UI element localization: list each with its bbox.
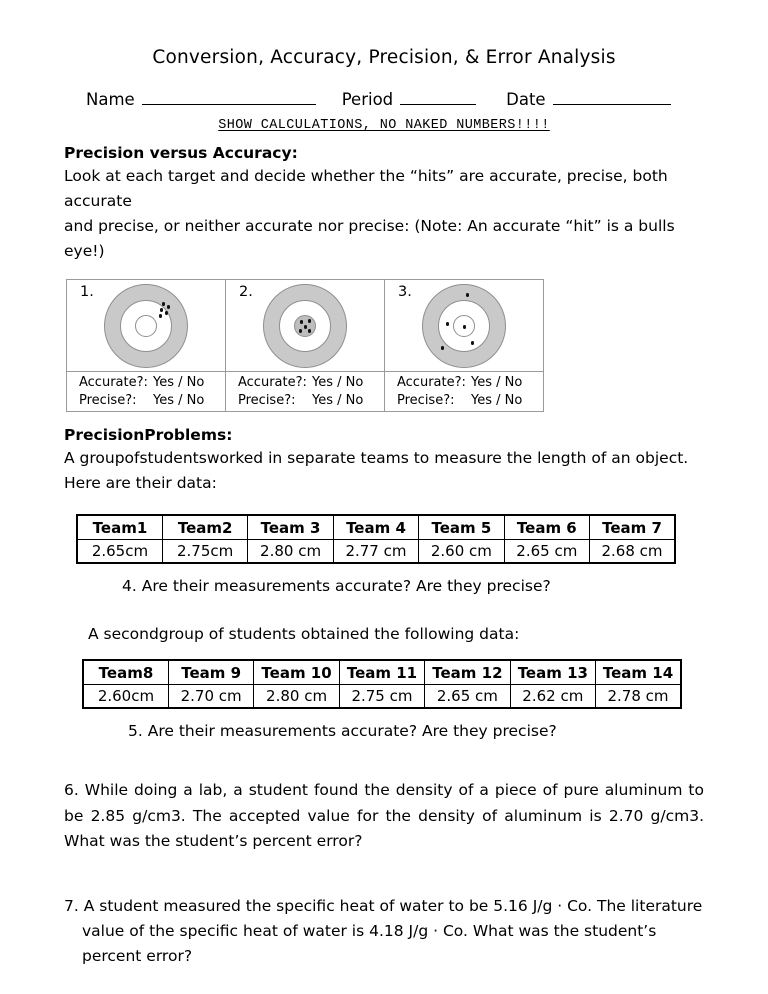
target-number-2: 2. xyxy=(239,284,253,301)
name-blank-field[interactable] xyxy=(142,92,316,105)
table-cell: 2.70 cm xyxy=(168,684,253,708)
date-label: Date xyxy=(506,90,546,109)
question-6: 6. While doing a lab, a student found the density of a piece of pure aluminum to be 2.85 g/cm3. The accepted value for the density of aluminum is 2.70 g/cm3. What was the student’s percent error? xyxy=(64,781,704,850)
table-row xyxy=(83,684,681,708)
table-cell: Team 11 xyxy=(339,660,424,684)
table-cell: Team 12 xyxy=(425,660,510,684)
table-header-row xyxy=(77,515,675,539)
precision-accuracy-instructions xyxy=(64,164,708,264)
accurate-options[interactable]: Yes / No xyxy=(312,375,364,391)
target-answers-2 xyxy=(226,372,385,412)
accurate-question-3[interactable] xyxy=(397,374,543,391)
period-blank-field[interactable] xyxy=(400,92,476,105)
measurements-table-2 xyxy=(82,659,682,709)
table-cell: Team 6 xyxy=(504,515,589,539)
table-cell: Team8 xyxy=(83,660,168,684)
table-cell: 2.65 cm xyxy=(504,539,589,563)
precise-question-3[interactable] xyxy=(397,392,543,409)
name-label: Name xyxy=(86,90,135,109)
table-cell: 2.60cm xyxy=(83,684,168,708)
show-calculations-text: SHOW CALCULATIONS, NO NAKED NUMBERS!!!! xyxy=(218,118,550,133)
target-diagram-3 xyxy=(385,284,543,368)
precision-accuracy-heading: Precision versus Accuracy: xyxy=(64,144,298,162)
targets-answer-row xyxy=(67,372,544,412)
precise-label: Precise?: xyxy=(397,392,455,408)
precise-question-2[interactable] xyxy=(238,392,384,409)
target-number-1: 1. xyxy=(80,284,94,301)
table-cell: 2.75 cm xyxy=(339,684,424,708)
table-cell: Team 14 xyxy=(596,660,681,684)
precise-options[interactable]: Yes / No xyxy=(153,392,205,408)
target-cell-1 xyxy=(67,280,226,372)
show-calculations-banner xyxy=(0,118,768,133)
precision-problems-heading: PrecisionProblems: xyxy=(64,426,233,445)
table-cell: 2.68 cm xyxy=(590,539,675,563)
question-7-line-2: value of the specific heat of water is 4.18 J/g · Co. What was the student’s xyxy=(82,921,657,940)
target-answers-1 xyxy=(67,372,226,412)
target-cell-3 xyxy=(385,280,544,372)
accurate-label: Accurate?: xyxy=(397,375,466,391)
precise-options[interactable]: Yes / No xyxy=(312,392,364,408)
table-cell: Team 9 xyxy=(168,660,253,684)
second-group-intro: A secondgroup of students obtained the following data: xyxy=(88,625,520,644)
accurate-options[interactable]: Yes / No xyxy=(471,375,523,391)
table-cell: Team 13 xyxy=(510,660,595,684)
table-cell: Team 5 xyxy=(419,515,504,539)
target-answers-3 xyxy=(385,372,544,412)
table-cell: 2.78 cm xyxy=(596,684,681,708)
precision-problems-intro xyxy=(64,446,708,496)
page-title: Conversion, Accuracy, Precision, & Error Analysis xyxy=(152,47,616,68)
table-cell: Team 4 xyxy=(333,515,418,539)
question-7-line-1: 7. A student measured the specific heat of water to be 5.16 J/g · Co. The literature xyxy=(64,896,703,915)
table-cell: 2.65cm xyxy=(77,539,162,563)
question-5: 5. Are their measurements accurate? Are they precise? xyxy=(128,722,557,741)
target-number-3: 3. xyxy=(398,284,412,301)
table-cell: 2.75cm xyxy=(162,539,247,563)
precise-question-1[interactable] xyxy=(79,392,225,409)
question-7-line-3: percent error? xyxy=(82,947,193,966)
target-cell-2 xyxy=(226,280,385,372)
target-diagram-2 xyxy=(226,284,384,368)
question-4: 4. Are their measurements accurate? Are they precise? xyxy=(122,577,551,596)
target-diagram-1 xyxy=(67,284,225,368)
precise-label: Precise?: xyxy=(79,392,137,408)
precision-problems-section xyxy=(0,426,768,496)
table-cell: 2.80 cm xyxy=(248,539,333,563)
table-header-row xyxy=(83,660,681,684)
precision-accuracy-section xyxy=(0,144,768,264)
table-row xyxy=(77,539,675,563)
instructions-line-2: and precise, or neither accurate nor precise: (Note: An accurate “hit” is a bulls eye!) xyxy=(64,217,675,261)
instructions-line-1: Look at each target and decide whether the “hits” are accurate, precise, both accurate xyxy=(64,167,668,211)
accurate-label: Accurate?: xyxy=(79,375,148,391)
question-7 xyxy=(64,894,708,969)
accurate-label: Accurate?: xyxy=(238,375,307,391)
table-cell: 2.77 cm xyxy=(333,539,418,563)
intro-line-2: Here are their data: xyxy=(64,474,217,493)
table-cell: 2.65 cm xyxy=(425,684,510,708)
measurements-table-1 xyxy=(76,514,676,564)
table-cell: Team1 xyxy=(77,515,162,539)
table-cell: Team 3 xyxy=(248,515,333,539)
period-label: Period xyxy=(341,90,394,109)
precise-options[interactable]: Yes / No xyxy=(471,392,523,408)
table-cell: Team 10 xyxy=(254,660,339,684)
table-cell: Team2 xyxy=(162,515,247,539)
targets-figure-row xyxy=(67,280,544,372)
table-cell: 2.60 cm xyxy=(419,539,504,563)
accurate-question-1[interactable] xyxy=(79,374,225,391)
precise-label: Precise?: xyxy=(238,392,296,408)
targets-table xyxy=(66,279,544,412)
table-cell: Team 7 xyxy=(590,515,675,539)
accurate-options[interactable]: Yes / No xyxy=(153,375,205,391)
student-info-row xyxy=(0,90,768,109)
intro-line-1: A groupofstudentsworked in separate teams to measure the length of an object. xyxy=(64,449,689,468)
table-cell: 2.80 cm xyxy=(254,684,339,708)
accurate-question-2[interactable] xyxy=(238,374,384,391)
table-cell: 2.62 cm xyxy=(510,684,595,708)
date-blank-field[interactable] xyxy=(553,92,671,105)
